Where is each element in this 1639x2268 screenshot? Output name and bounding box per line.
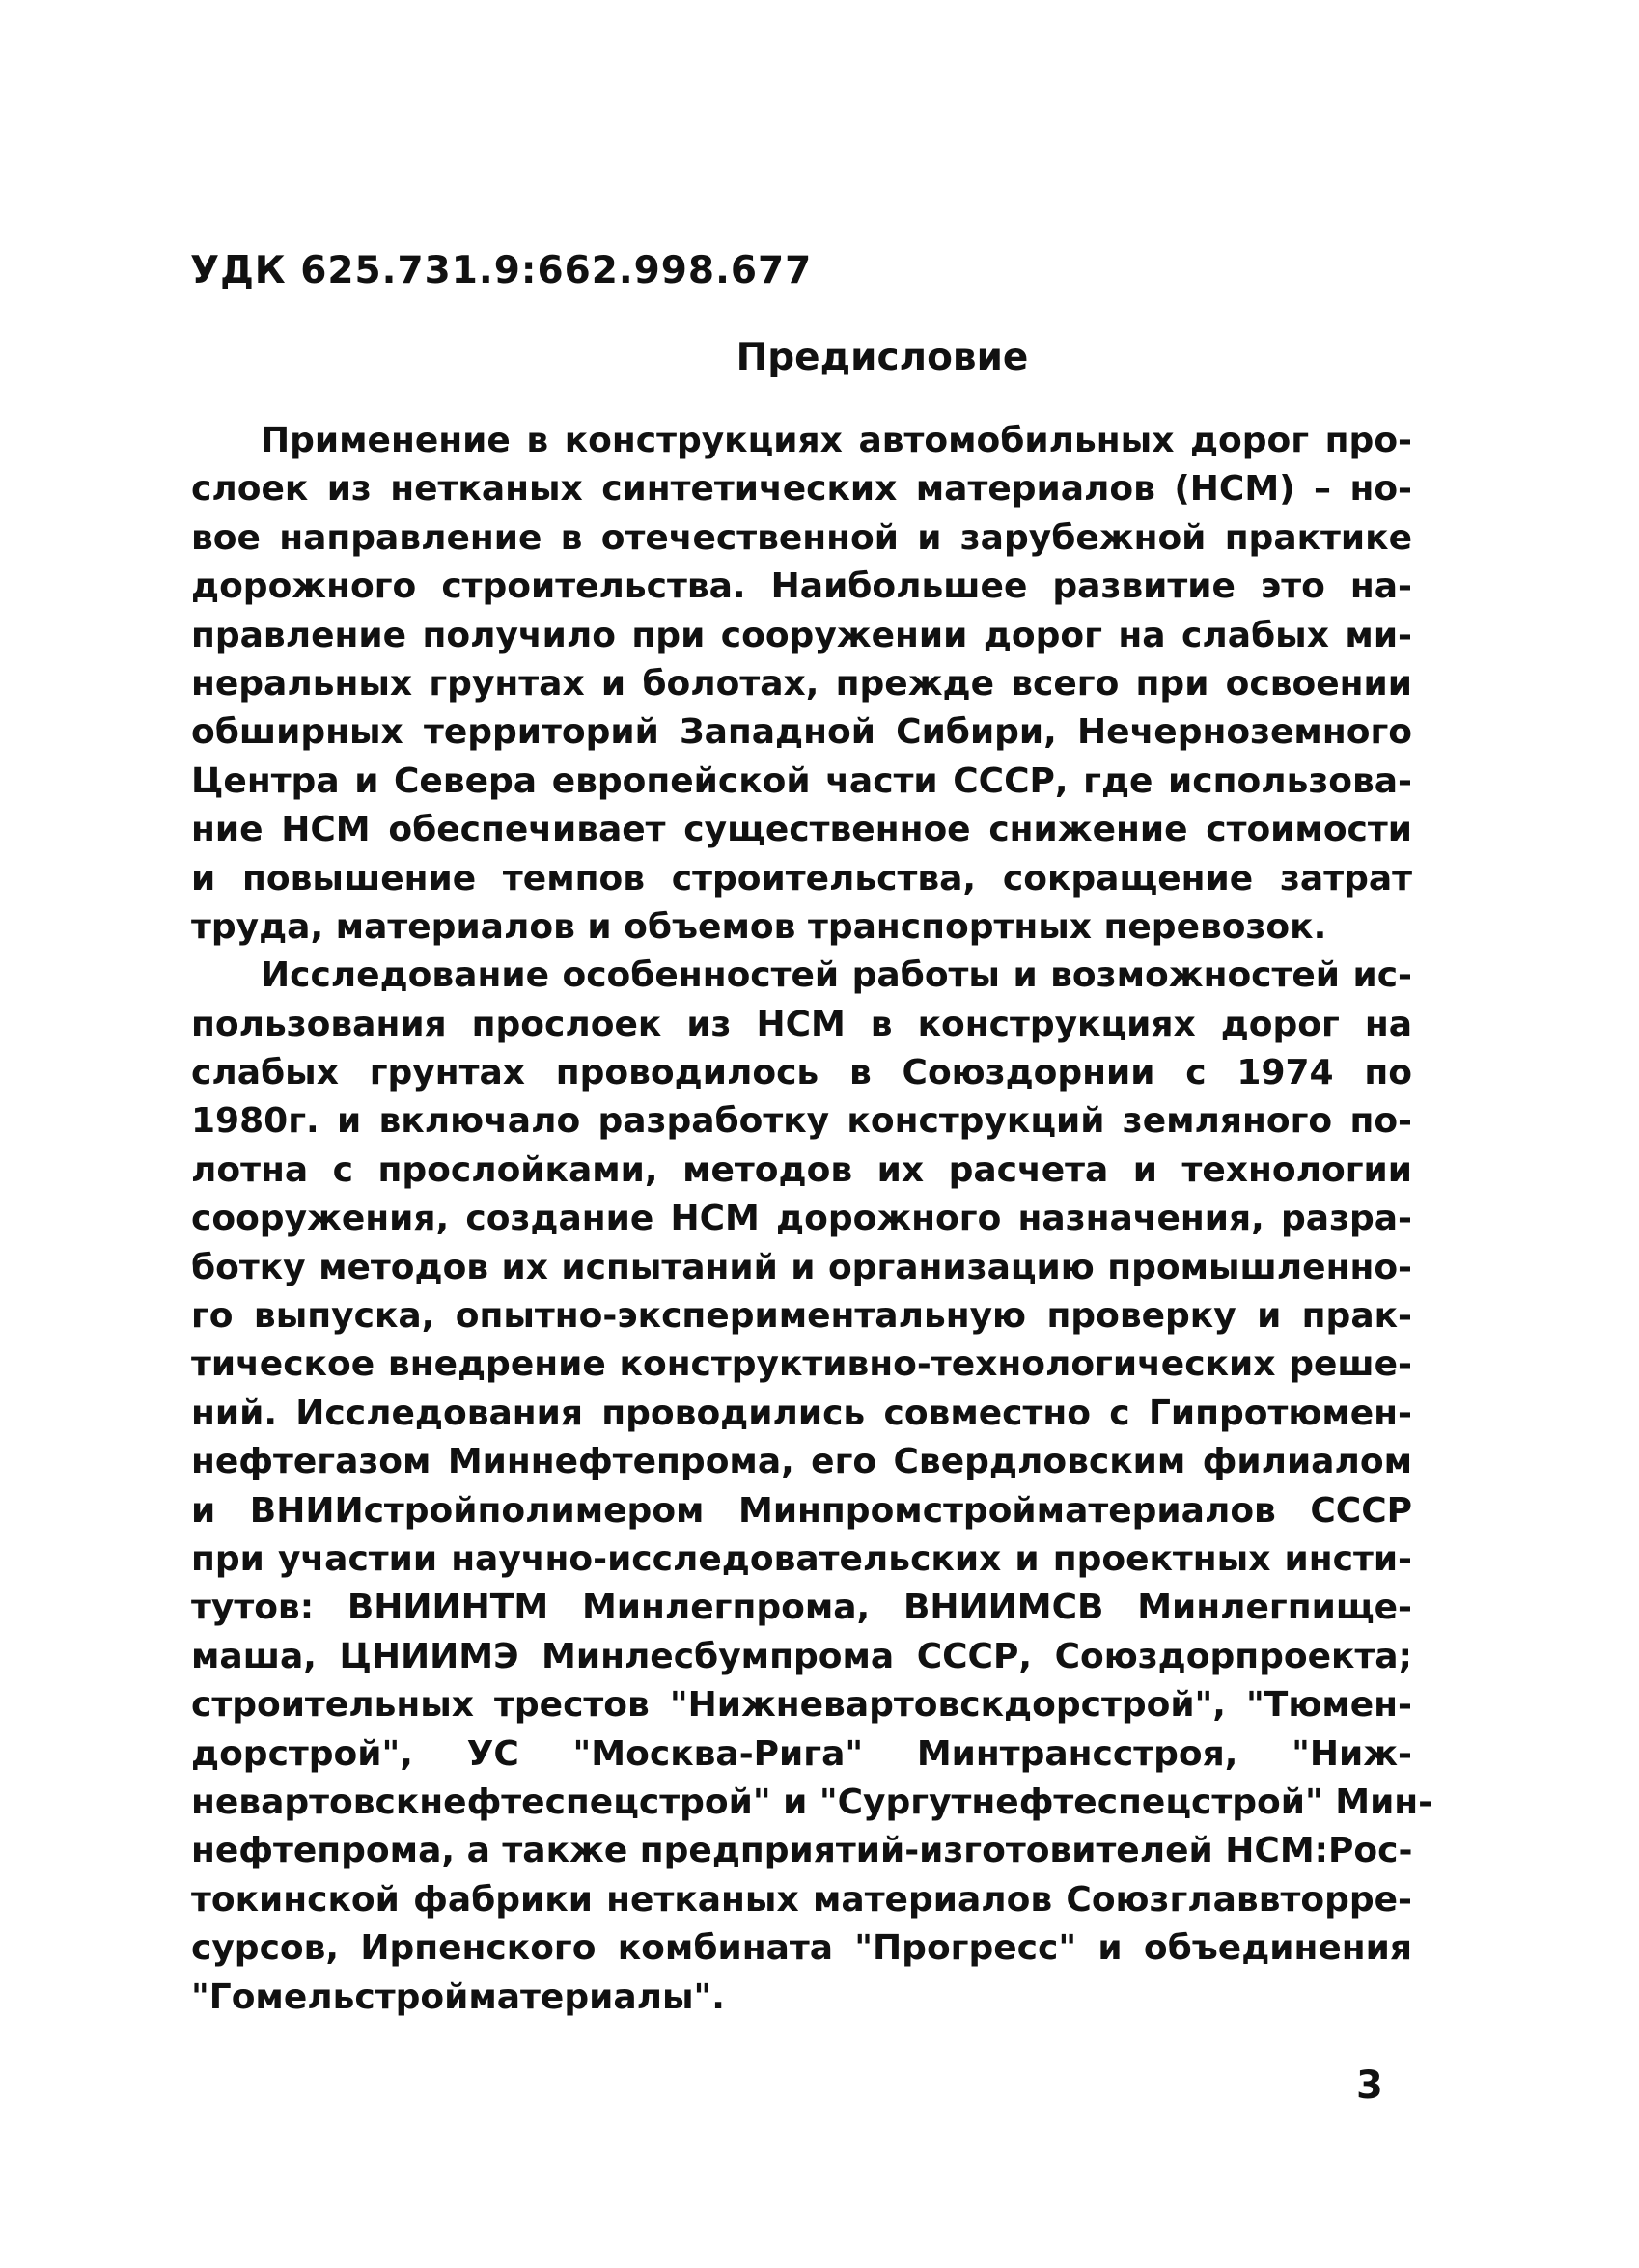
text-line: Применение в конструкциях автомобильных дорог про-: [261, 421, 1412, 460]
text-line: неральных грунтах и болотах, прежде всего при освоении: [191, 663, 1412, 704]
text-line: труда, материалов и объемов транспортных перевозок.: [191, 906, 1327, 947]
text-line: ний. Исследования проводились совместно с Гипротюмен-: [191, 1393, 1412, 1433]
text-line: Центра и Севера европейской части СССР, где использова-: [191, 761, 1412, 801]
text-line: строительных трестов "Нижневартовскдорстрой", "Тюмен-: [191, 1685, 1412, 1726]
text-line: "Гомельстройматериалы".: [191, 1977, 725, 2017]
text-line: и повышение темпов строительства, сокращение затрат: [191, 858, 1412, 899]
text-line: слоек из нетканых синтетических материалов (НСМ) – но-: [191, 469, 1412, 510]
text-line: нефтепрома, а также предприятий-изготовителей НСМ:Рос-: [191, 1831, 1413, 1871]
text-line: дорожного строительства. Наибольшее развитие это на-: [191, 567, 1412, 607]
text-line: сурсов, Ирпенского комбината "Прогресс" и объединения: [191, 1928, 1412, 1969]
text-line: тутов: ВНИИНТМ Минлегпрома, ВНИИМСВ Минлегпище-: [191, 1588, 1412, 1628]
text-line: слабых грунтах проводилось в Союздорнии с 1974 по: [191, 1053, 1412, 1093]
udc-code: УДК 625.731.9:662.998.677: [190, 249, 813, 292]
text-line: дорстрой", УС "Москва-Рига" Минтрансстроя, "Ниж-: [191, 1733, 1412, 1774]
text-line: токинской фабрики нетканых материалов Союзглаввторре-: [191, 1879, 1412, 1920]
text-line: лотна с прослойками, методов их расчета и технологии: [191, 1149, 1412, 1190]
body-text: [191, 417, 1433, 2022]
text-line: 1980г. и включало разработку конструкций земляного по-: [191, 1101, 1412, 1142]
text-line: нефтегазом Миннефтепрома, его Свердловским филиалом: [191, 1442, 1412, 1482]
text-line: при участии научно-исследовательских и проектных инсти-: [191, 1538, 1412, 1579]
section-heading: Предисловие: [736, 336, 1029, 379]
text-line: и ВНИИстройполимером Минпромстройматериалов СССР: [191, 1490, 1412, 1531]
page-number: 3: [1356, 2063, 1383, 2108]
text-line: тическое внедрение конструктивно-технологических реше-: [191, 1344, 1412, 1385]
text-line: обширных территорий Западной Сибири, Нечерноземного: [191, 712, 1412, 753]
text-line: го выпуска, опытно-экспериментальную проверку и прак-: [191, 1296, 1412, 1337]
text-line: пользования прослоек из НСМ в конструкциях дорог на: [191, 1004, 1412, 1044]
text-line: ботку методов их испытаний и организацию промышленно-: [191, 1247, 1412, 1287]
text-line: ние НСМ обеспечивает существенное снижение стоимости: [191, 810, 1412, 850]
text-line: маша, ЦНИИМЭ Минлесбумпрома СССР, Союздорпроекта;: [191, 1636, 1412, 1676]
text-line: вое направление в отечественной и зарубежной практике: [191, 517, 1412, 558]
text-line: сооружения, создание НСМ дорожного назначения, разра-: [191, 1199, 1412, 1239]
text-line: правление получило при сооружении дорог на слабых ми-: [191, 615, 1412, 655]
text-line: невартовскнефтеспецстрой" и "Сургутнефтеспецстрой" Мин-: [191, 1782, 1433, 1822]
paragraph-1: [191, 417, 1412, 952]
paragraph-2: [191, 952, 1433, 2022]
text-line: Исследование особенностей работы и возможностей ис-: [261, 955, 1412, 996]
